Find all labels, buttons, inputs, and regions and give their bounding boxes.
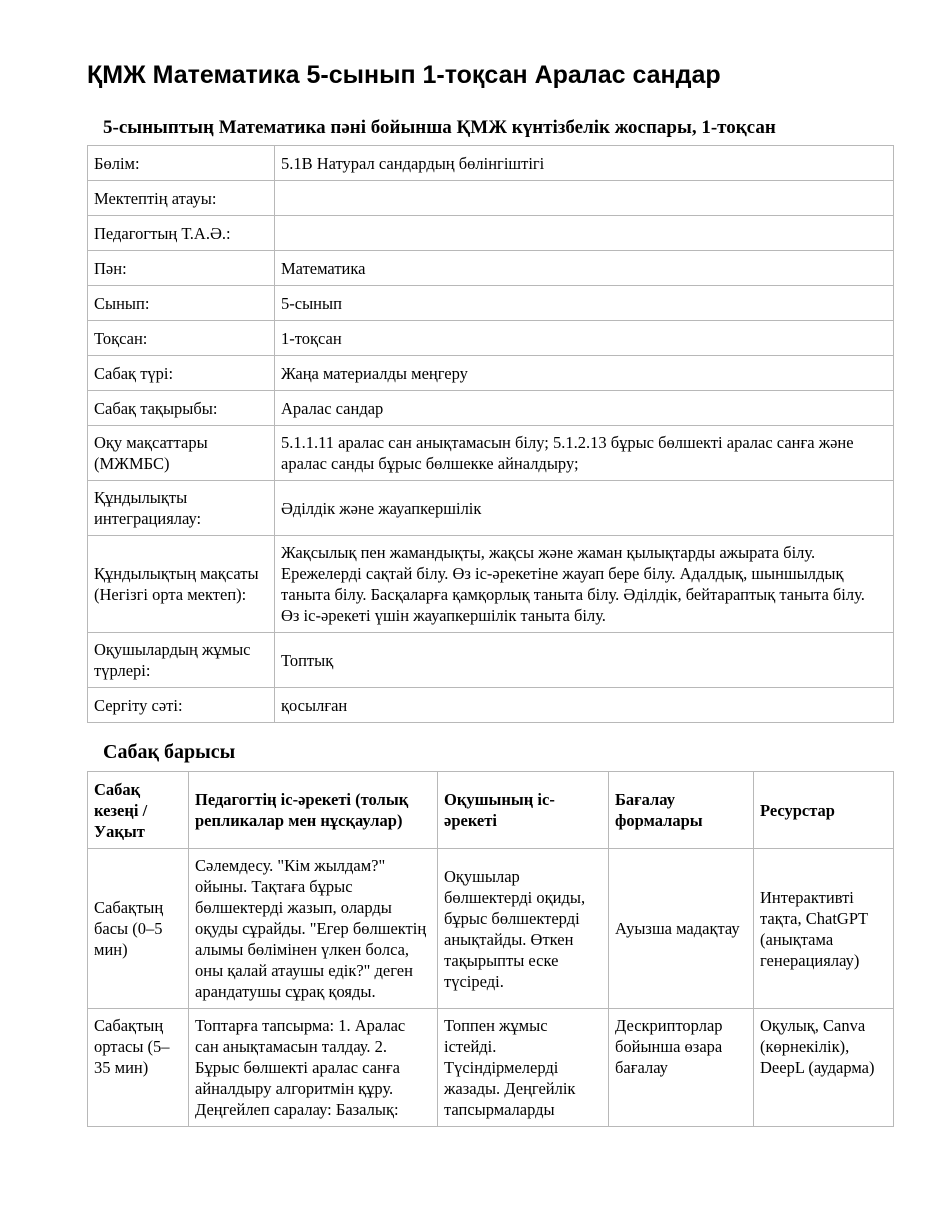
info-label: Сабақ түрі:	[88, 356, 275, 391]
info-value	[275, 181, 894, 216]
info-label: Сынып:	[88, 286, 275, 321]
table-row	[88, 481, 894, 536]
assessment-cell: Дескрипторлар бойынша өзара бағалау	[609, 1009, 754, 1127]
info-value: 5.1В Натурал сандардың бөлінгіштігі	[275, 146, 894, 181]
table-row	[88, 181, 894, 216]
info-value: 5.1.1.11 аралас сан анықтамасын білу; 5.1.2.13 бұрыс бөлшекті аралас санға және аралас санды бұрыс бөлшекке айналдыру;	[275, 426, 894, 481]
table-row	[88, 321, 894, 356]
table-row	[88, 216, 894, 251]
info-label: Мектептің атауы:	[88, 181, 275, 216]
teacher-activity-cell: Топтарға тапсырма: 1. Аралас сан анықтамасын талдау. 2. Бұрыс бөлшекті аралас санға айналдыру алгоритмін құру. Деңгейлеп саралау: Базалық:	[189, 1009, 438, 1127]
table-row	[88, 251, 894, 286]
info-value: қосылған	[275, 688, 894, 723]
stage-cell: Сабақтың басы (0–5 мин)	[88, 849, 189, 1009]
info-label: Бөлім:	[88, 146, 275, 181]
table-row	[88, 1009, 894, 1127]
info-label: Тоқсан:	[88, 321, 275, 356]
column-header: Ресурстар	[754, 772, 894, 849]
info-label: Оқушылардың жұмыс түрлері:	[88, 633, 275, 688]
student-activity-cell: Оқушылар бөлшектерді оқиды, бұрыс бөлшектерді анықтайды. Өткен тақырыпты еске түсіреді.	[438, 849, 609, 1009]
info-label: Құндылықтың мақсаты (Негізгі орта мектеп):	[88, 536, 275, 633]
info-value: Жақсылық пен жамандықты, жақсы және жаман қылықтарды ажырата білу. Ережелерді сақтай білу. Өз іс-әрекетіне жауап бере білу. Адалдық, шыншылдық таныта білу. Басқаларға қамқорлық таныта білу. Әділдік, бейтараптық таныта білу. Өз іс-әрекеті үшін жауапкершілік таныта білу.	[275, 536, 894, 633]
info-value: 1-тоқсан	[275, 321, 894, 356]
info-value: Аралас сандар	[275, 391, 894, 426]
info-value: 5-сынып	[275, 286, 894, 321]
document-title: ҚМЖ Математика 5-сынып 1-тоқсан Аралас сандар	[87, 61, 721, 89]
column-header: Педагогтің іс-әрекеті (толық репликалар мен нұсқаулар)	[189, 772, 438, 849]
info-value: Әділдік және жауапкершілік	[275, 481, 894, 536]
lesson-table	[87, 771, 894, 1127]
table-row	[88, 146, 894, 181]
info-value	[275, 216, 894, 251]
info-value: Жаңа материалды меңгеру	[275, 356, 894, 391]
table-row	[88, 536, 894, 633]
table-row	[88, 849, 894, 1009]
table-row	[88, 391, 894, 426]
student-activity-cell: Топпен жұмыс істейді. Түсіндірмелерді жазады. Деңгейлік тапсырмаларды	[438, 1009, 609, 1127]
column-header: Бағалау формалары	[609, 772, 754, 849]
info-value: Топтық	[275, 633, 894, 688]
assessment-cell: Ауызша мадақтау	[609, 849, 754, 1009]
info-label: Пән:	[88, 251, 275, 286]
resources-cell: Оқулық, Canva (көрнекілік), DeepL (аударма)	[754, 1009, 894, 1127]
info-label: Педагогтың Т.А.Ә.:	[88, 216, 275, 251]
section-title: Сабақ барысы	[103, 741, 236, 763]
table-row	[88, 426, 894, 481]
info-label: Сергіту сәті:	[88, 688, 275, 723]
column-header: Сабақ кезеңі / Уақыт	[88, 772, 189, 849]
table-row	[88, 633, 894, 688]
table-header-row	[88, 772, 894, 849]
info-table	[87, 145, 894, 723]
table-row	[88, 356, 894, 391]
column-header: Оқушының іс-әрекеті	[438, 772, 609, 849]
teacher-activity-cell: Сәлемдесу. "Кім жылдам?" ойыны. Тақтаға бұрыс бөлшектерді жазып, оларды оқуды сұрайды. "Егер бөлшектің алымы бөлімінен үлкен болса, оны қалай атаушы едік?" деген арандатушы сұрақ қояды.	[189, 849, 438, 1009]
table-row	[88, 286, 894, 321]
info-label: Оқу мақсаттары (МЖМБС)	[88, 426, 275, 481]
stage-cell: Сабақтың ортасы (5–35 мин)	[88, 1009, 189, 1127]
info-label: Құндылықты интеграциялау:	[88, 481, 275, 536]
resources-cell: Интерактивті тақта, ChatGPT (анықтама генерациялау)	[754, 849, 894, 1009]
document-subtitle: 5-сыныптың Математика пәні бойынша ҚМЖ күнтізбелік жоспары, 1-тоқсан	[103, 117, 776, 138]
table-row	[88, 688, 894, 723]
document-page	[87, 0, 893, 1127]
info-label: Сабақ тақырыбы:	[88, 391, 275, 426]
info-value: Математика	[275, 251, 894, 286]
